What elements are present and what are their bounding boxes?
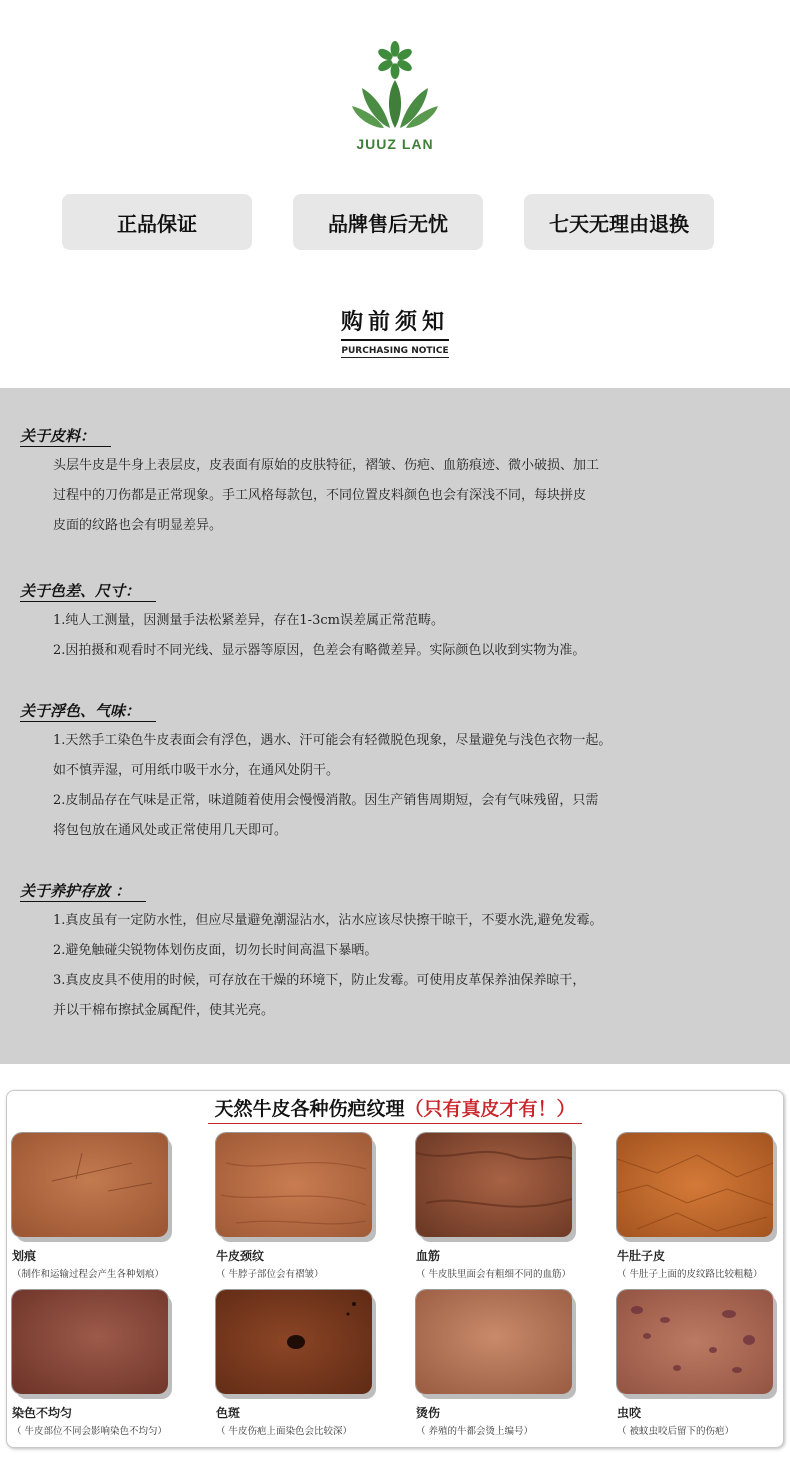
texture-tile-neck-wrinkle bbox=[216, 1133, 394, 1280]
texture-label: 牛肚子皮 bbox=[617, 1249, 666, 1263]
section-heading: 关于皮料： bbox=[20, 426, 111, 447]
section-line: 皮面的纹路也会有明显差异。 bbox=[53, 518, 223, 533]
brand-burn-swatch-image bbox=[416, 1290, 572, 1394]
texture-label: 色斑 bbox=[216, 1406, 241, 1420]
service-badges bbox=[62, 194, 714, 250]
texture-label: 虫咬 bbox=[617, 1406, 642, 1420]
gallery-title-main: 天然牛皮各种伤疤纹理 bbox=[214, 1098, 405, 1120]
blood-vein-swatch-image bbox=[416, 1133, 572, 1237]
section-line: 3.真皮皮具不使用的时候，可存放在干燥的环境下，防止发霉。可使用皮革保养油保养晾干， bbox=[53, 973, 586, 988]
texture-label: 划痕 bbox=[12, 1249, 37, 1263]
texture-caption: （ 养殖的牛都会烫上编号） bbox=[416, 1426, 534, 1437]
section-color-size bbox=[0, 581, 790, 666]
section-line: 并以干棉布擦拭金属配件，使其光亮。 bbox=[53, 1003, 275, 1018]
section-leather bbox=[0, 426, 790, 541]
section-dye-odor bbox=[0, 701, 790, 846]
badge-seven-day-return: 七天无理由退换 bbox=[524, 194, 714, 250]
insect-bite-swatch-image bbox=[617, 1290, 773, 1394]
section-care-storage bbox=[0, 881, 790, 1026]
section-line: 过程中的刀伤都是正常现象。手工风格每款包，不同位置皮料颜色也会有深浅不同，每块拼皮 bbox=[53, 488, 587, 503]
section-line: 将包包放在通风处或正常使用几天即可。 bbox=[53, 823, 288, 838]
texture-label: 烫伤 bbox=[416, 1406, 441, 1420]
texture-tile-scratch bbox=[12, 1133, 190, 1280]
brand-logo bbox=[0, 40, 790, 152]
texture-tile-blood-vein bbox=[416, 1133, 594, 1280]
section-line: 2.皮制品存在气味是正常，味道随着使用会慢慢消散。因生产销售周期短，会有气味残留，只需 bbox=[53, 793, 599, 808]
neck-wrinkle-swatch-image bbox=[216, 1133, 372, 1237]
texture-label: 染色不均匀 bbox=[12, 1406, 73, 1420]
notice-subtitle: PURCHASING NOTICE bbox=[341, 346, 449, 356]
notice-header bbox=[0, 305, 790, 356]
badge-authentic: 正品保证 bbox=[62, 194, 252, 250]
section-line: 1.天然手工染色牛皮表面会有浮色，遇水、汗可能会有轻微脱色现象，尽量避免与浅色衣物一起。 bbox=[53, 733, 612, 748]
uneven-dye-swatch-image bbox=[12, 1290, 168, 1394]
section-heading: 关于浮色、气味： bbox=[20, 701, 156, 722]
texture-caption: （ 牛皮伤疤上面染色会比较深） bbox=[216, 1426, 353, 1437]
texture-caption: （ 牛肚子上面的皮纹路比较粗糙） bbox=[617, 1269, 763, 1280]
badge-after-sales: 品牌售后无忧 bbox=[293, 194, 483, 250]
notice-panel bbox=[0, 388, 790, 1064]
texture-tile-uneven-dye bbox=[12, 1290, 190, 1437]
notice-title: 购前须知 bbox=[341, 305, 449, 341]
section-line: 2.避免触碰尖锐物体划伤皮面，切勿长时间高温下暴晒。 bbox=[53, 943, 378, 958]
texture-caption: （ 牛皮肤里面会有粗细不同的血筋） bbox=[416, 1269, 572, 1280]
texture-label: 牛皮颈纹 bbox=[216, 1249, 265, 1263]
dark-spot-swatch-image bbox=[216, 1290, 372, 1394]
belly-leather-swatch-image bbox=[617, 1133, 773, 1237]
texture-tile-belly-leather bbox=[617, 1133, 790, 1280]
texture-tile-brand-burn bbox=[416, 1290, 594, 1437]
texture-tile-dark-spot bbox=[216, 1290, 394, 1437]
section-line: 1.纯人工测量，因测量手法松紧差异，存在1-3cm误差属正常范畴。 bbox=[53, 613, 444, 628]
gallery-title bbox=[0, 1094, 790, 1124]
section-heading: 关于色差、尺寸： bbox=[20, 581, 156, 602]
section-line: 1.真皮虽有一定防水性，但应尽量避免潮湿沾水，沾水应该尽快擦干晾干，不要水洗,避免发霉。 bbox=[53, 913, 603, 928]
texture-caption: （ 牛皮部位不同会影响染色不均匀） bbox=[12, 1426, 168, 1437]
section-line: 2.因拍摄和观看时不同光线、显示器等原因，色差会有略微差异。实际颜色以收到实物为准。 bbox=[53, 643, 586, 658]
gallery-title-accent: （只有真皮才有！） bbox=[404, 1098, 576, 1120]
texture-tile-insect-bite bbox=[617, 1290, 790, 1437]
texture-caption: （ 被蚊虫咬后留下的伤疤） bbox=[617, 1426, 735, 1437]
texture-caption: （ 牛脖子部位会有褶皱） bbox=[216, 1269, 324, 1280]
texture-label: 血筋 bbox=[416, 1249, 441, 1263]
texture-caption: （制作和运输过程会产生各种划痕） bbox=[12, 1269, 165, 1280]
section-heading: 关于养护存放 ： bbox=[20, 881, 146, 902]
section-line: 如不慎弄湿，可用纸巾吸干水分，在通风处阴干。 bbox=[53, 763, 340, 778]
brand-name: JUUZ LAN bbox=[356, 136, 434, 152]
scratch-swatch-image bbox=[12, 1133, 168, 1237]
section-line: 头层牛皮是牛身上表层皮，皮表面有原始的皮肤特征，褶皱、伤疤、血筋痕迹、微小破损、加工 bbox=[53, 458, 600, 473]
flower-leaf-logo-icon bbox=[350, 40, 440, 130]
